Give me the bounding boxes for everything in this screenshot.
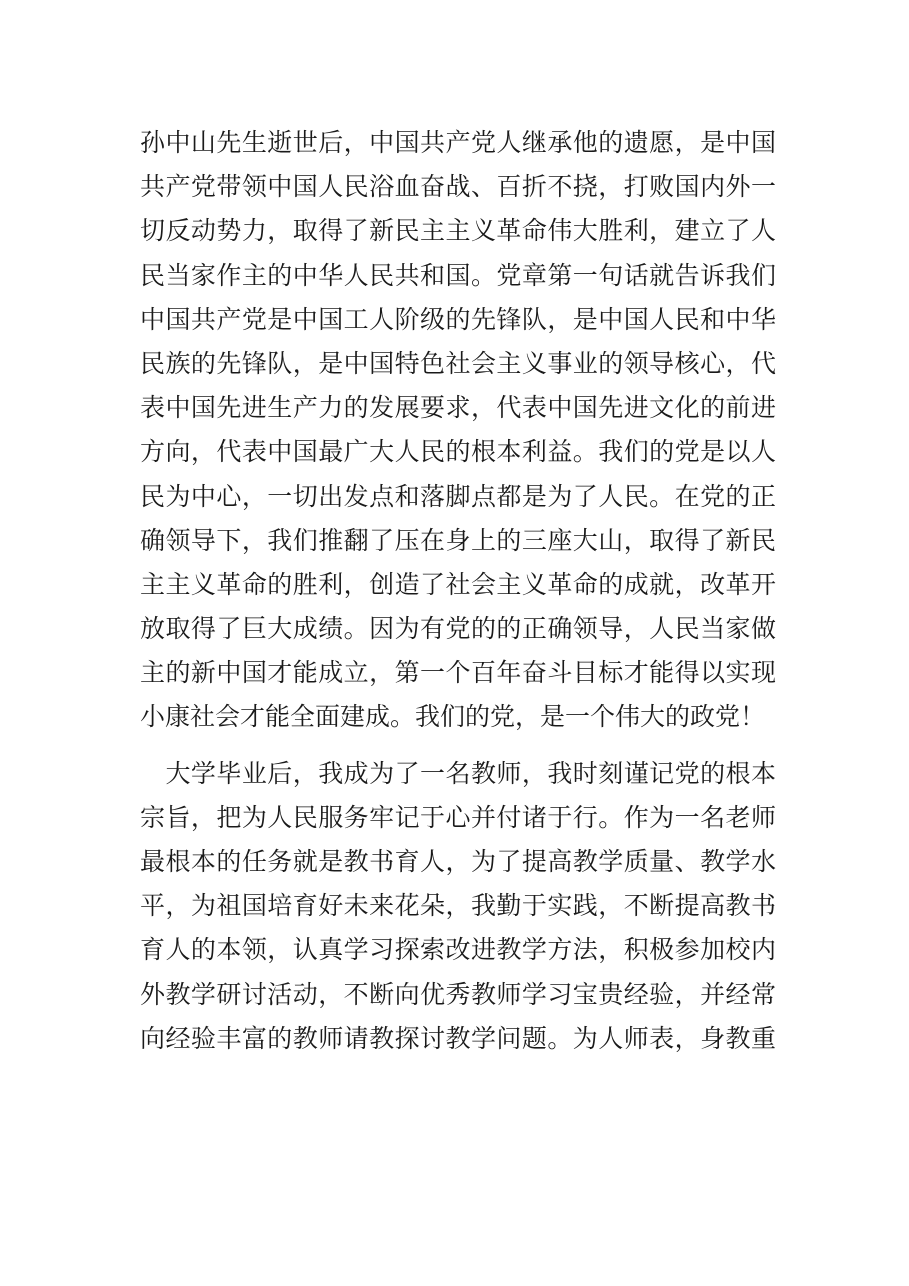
text-line: 孙中山先生逝世后，中国共产党人继承他的遗愿，是中国 xyxy=(140,128,776,157)
text-line: 切反动势力，取得了新民主主义革命伟大胜利，建立了人 xyxy=(140,216,776,246)
text-line: 向经验丰富的教师请教探讨教学问题。为人师表，身教重 xyxy=(140,1023,776,1053)
paragraph-2 xyxy=(140,752,776,1061)
text-line: 共产党带领中国人民浴血奋战、百折不挠，打败国内外一 xyxy=(140,172,776,202)
text-line: 方向，代表中国最广大人民的根本利益。我们的党是以人 xyxy=(140,437,776,467)
text-line: 平，为祖国培育好未来花朵，我勤于实践，不断提高教书 xyxy=(140,891,776,921)
text-line: 主的新中国才能成立，第一个百年奋斗目标才能得以实现 xyxy=(140,658,776,688)
text-line: 小康社会才能全面建成。我们的党，是一个伟大的政党！ xyxy=(140,702,766,732)
paragraph-1 xyxy=(140,121,776,740)
text-line: 大学毕业后，我成为了一名教师，我时刻谨记党的根本 xyxy=(140,758,776,788)
text-line: 中国共产党是中国工人阶级的先锋队，是中国人民和中华 xyxy=(140,304,776,334)
text-line: 民当家作主的中华人民共和国。党章第一句话就告诉我们 xyxy=(140,260,776,290)
text-line: 育人的本领，认真学习探索改进教学方法，积极参加校内 xyxy=(140,935,776,965)
text-line: 民族的先锋队，是中国特色社会主义事业的领导核心，代 xyxy=(140,348,776,378)
text-line: 民为中心，一切出发点和落脚点都是为了人民。在党的正 xyxy=(140,481,776,511)
document-body xyxy=(140,121,776,1061)
text-line: 最根本的任务就是教书育人，为了提高教学质量、教学水 xyxy=(140,847,776,876)
text-line: 外教学研讨活动，不断向优秀教师学习宝贵经验，并经常 xyxy=(140,979,776,1009)
text-line: 放取得了巨大成绩。因为有党的的正确领导，人民当家做 xyxy=(140,614,776,644)
text-line: 确领导下，我们推翻了压在身上的三座大山，取得了新民 xyxy=(140,525,776,555)
text-line: 主主义革命的胜利，创造了社会主义革命的成就，改革开 xyxy=(140,569,776,599)
text-line: 表中国先进生产力的发展要求，代表中国先进文化的前进 xyxy=(140,393,776,423)
text-line: 宗旨，把为人民服务牢记于心并付诸于行。作为一名老师 xyxy=(140,802,776,832)
